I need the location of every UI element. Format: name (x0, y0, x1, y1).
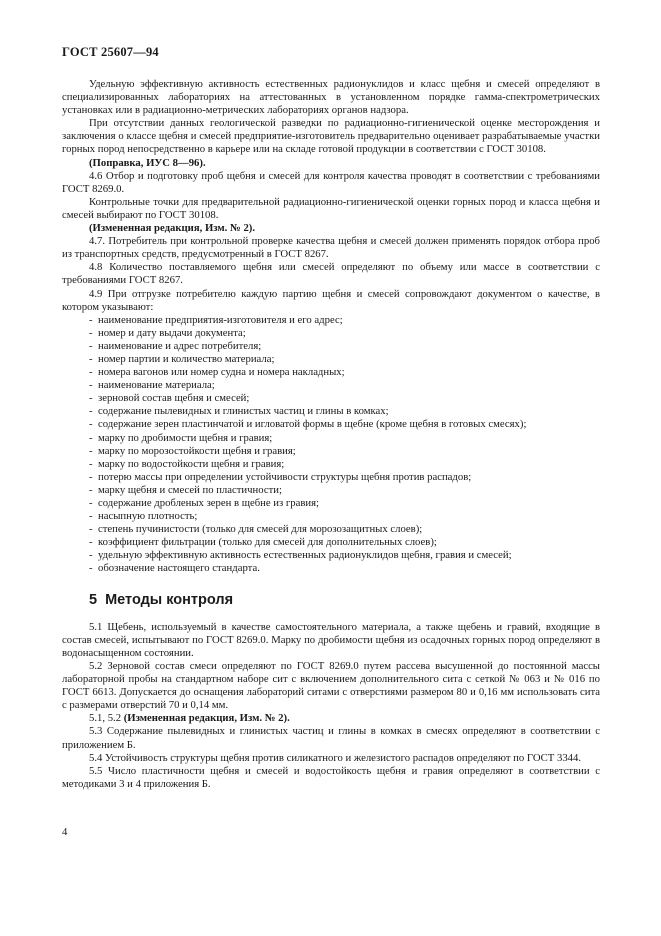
paragraph-5-2: 5.2 Зерновой состав смеси определяют по ГОСТ 8269.0 путем рассева высушенной до постоянной массы лабораторной пробы на стандартном наборе сит с включением дополнительного сита с сеткой № 063 и № 016 по ГОСТ 6613. Допускается до оснащения лабораторий ситами с отверстиями размером 80 и 0,16 мм использовать сита с размерами отверстий 70 и 0,14 мм. (62, 659, 600, 712)
section-number: 5 (89, 591, 98, 608)
paragraph-4-8: 4.8 Количество поставляемого щебня или смесей определяют по объему или массе в соответствии с требованиями ГОСТ 8267. (62, 261, 600, 287)
list-item: - марку по морозостойкости щебня и гравия; (89, 445, 600, 458)
list-item: - содержание зерен пластинчатой и игловатой формы в щебне (кроме щебня в готовых смесях); (89, 418, 600, 431)
paragraph-5-1: 5.1 Щебень, используемый в качестве самостоятельного материала, а также щебень и гравий, входящие в состав смесей, испытывают по ГОСТ 8269.0. Марку по дробимости щебня из осадочных горных пород определяют в водонасыщенном состоянии. (62, 620, 600, 659)
paragraph-5-4: 5.4 Устойчивость структуры щебня против силикатного и железистого распадов определяют по ГОСТ 3344. (89, 751, 582, 764)
list-item: - содержание пылевидных и глинистых частиц и глины в комках; (89, 405, 600, 418)
list-item: - наименование материала; (89, 379, 600, 392)
paragraph-4-7: 4.7. Потребитель при контрольной проверке качества щебня и смесей должен применять порядок отбора проб из транспортных средств, предусмотренный в ГОСТ 8267. (62, 235, 600, 261)
paragraph-no-geology-data: При отсутствии данных геологической разведки по радиационно-гигиенической оценке месторождения и заключения о классе щебня и смесей предприятие-изготовитель предварительно оценивает разрабатываемые участки горных пород непосредственно в карьере или на складе готовой продукции в соответствии с ГОСТ 30108. (62, 117, 600, 156)
list-item: - номера вагонов или номер судна и номера накладных; (89, 366, 600, 379)
document-body (62, 78, 600, 791)
paragraph-activity-lab: Удельную эффективную активность естественных радионуклидов и класс щебня и смесей определяют в специализированных лабораториях на аттестованных в установленном порядке гамма-спектрометрических установках или в радиационно-метрических лабораториях органов надзора. (62, 78, 600, 117)
paragraph-4-9: 4.9 При отгрузке потребителю каждую партию щебня и смесей сопровождают документом о качестве, в котором указывают: (62, 287, 600, 313)
list-item: - марку по водостойкости щебня и гравия; (89, 458, 600, 471)
list-item: - наименование предприятия-изготовителя и его адрес; (89, 314, 600, 327)
list-item: - потерю массы при определении устойчивости структуры щебня против распадов; (89, 471, 600, 484)
paragraph-control-points: Контрольные точки для предварительной радиационно-гигиенической оценки горных пород и класса щебня и смесей выбирают по ГОСТ 30108. (62, 195, 600, 221)
correction-note: (Поправка, ИУС 8—96). (89, 156, 206, 169)
list-item: - номер партии и количество материала; (89, 353, 600, 366)
section-heading (89, 591, 600, 608)
list-item: - удельную эффективную активность естественных радионуклидов щебня, гравия и смесей; (89, 549, 600, 562)
list-item: - наименование и адрес потребителя; (89, 340, 600, 353)
list-item: - марку щебня и смесей по пластичности; (89, 484, 600, 497)
clause-refs: 5.1, 5.2 (89, 712, 122, 725)
amendment-note: (Измененная редакция, Изм. № 2). (89, 222, 256, 235)
amendment-label: (Измененная редакция, Изм. № 2). (123, 712, 290, 725)
quality-document-list (62, 314, 600, 576)
list-item: - марку по дробимости щебня и гравия; (89, 432, 600, 445)
document-header: ГОСТ 25607—94 (62, 45, 159, 59)
page-number: 4 (62, 826, 68, 838)
list-item: - номер и дату выдачи документа; (89, 327, 600, 340)
paragraph-4-6: 4.6 Отбор и подготовку проб щебня и смесей для контроля качества проводят в соответствии с требованиями ГОСТ 8269.0. (62, 169, 600, 195)
section-title: Методы контроля (105, 591, 234, 608)
list-item: - степень пучинистости (только для смесей для морозозащитных слоев); (89, 523, 600, 536)
list-item: - зерновой состав щебня и смесей; (89, 392, 600, 405)
amendment-note-5-1-5-2 (62, 712, 600, 725)
list-item: - коэффициент фильтрации (только для смесей для дополнительных слоев); (89, 536, 600, 549)
list-item: - содержание дробленых зерен в щебне из гравия; (89, 497, 600, 510)
list-item: - насыпную плотность; (89, 510, 600, 523)
list-item: - обозначение настоящего стандарта. (89, 562, 600, 575)
paragraph-5-5: 5.5 Число пластичности щебня и смесей и водостойкость щебня и гравия определяют в соответствии с методиками 3 и 4 приложения Б. (62, 764, 600, 790)
paragraph-5-3: 5.3 Содержание пылевидных и глинистых частиц и глины в комках в смесях определяют в соответствии с приложением Б. (62, 725, 600, 751)
